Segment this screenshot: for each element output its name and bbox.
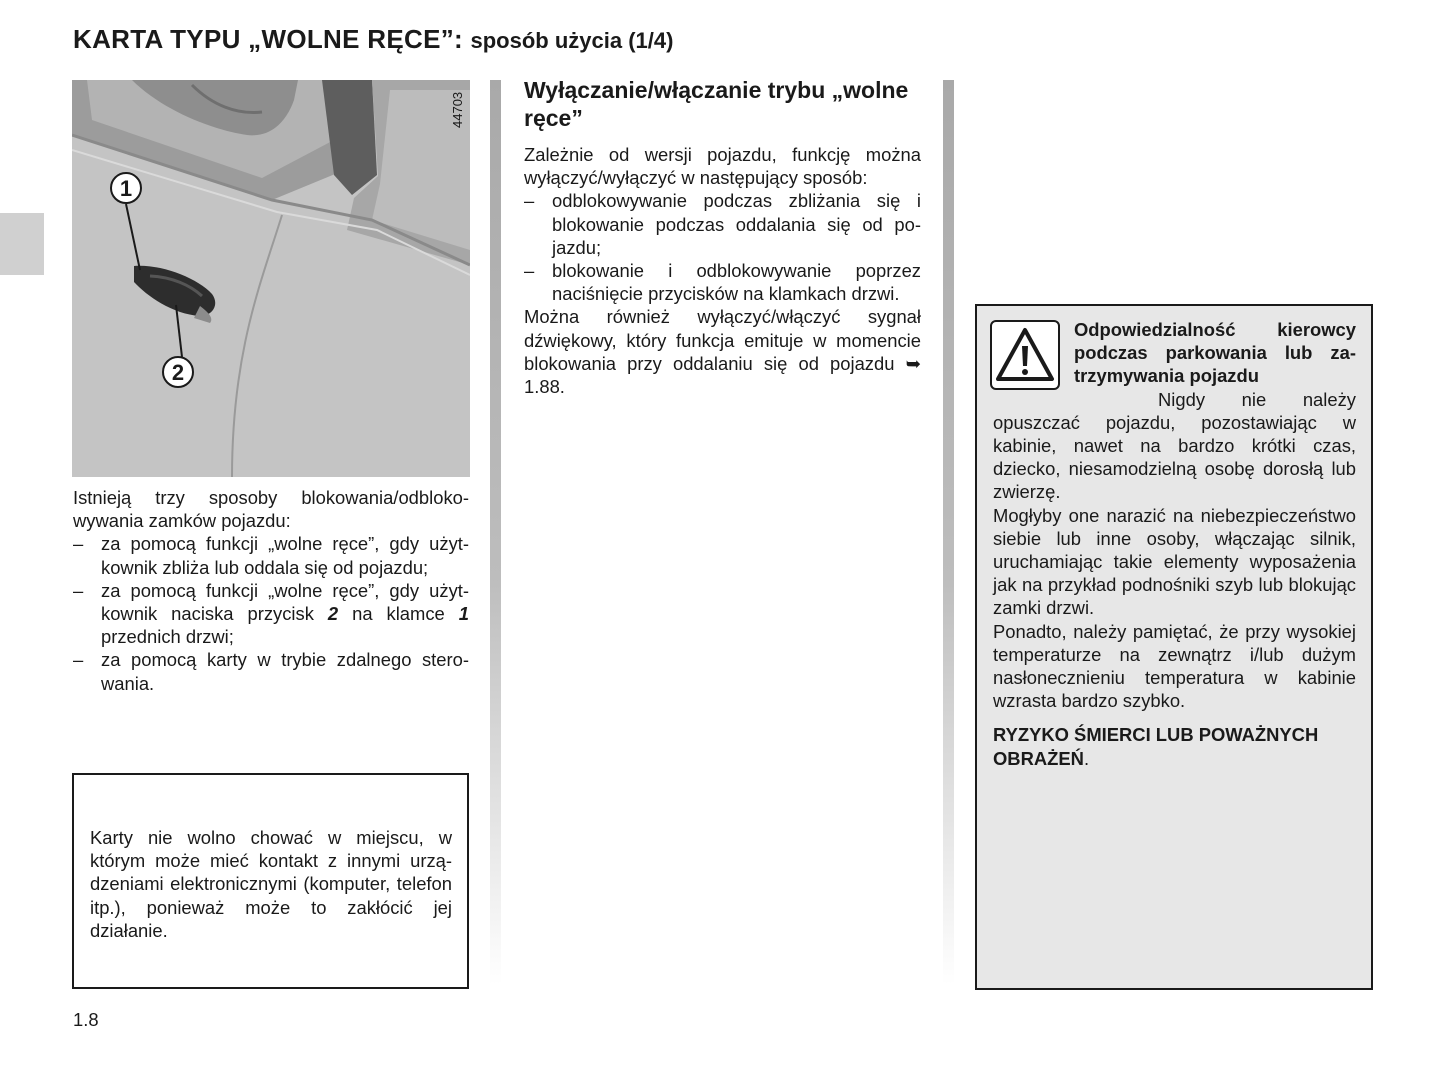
warning-title: Odpowiedzialność kierowcy podczas parkowania lub zatrzymywania pojazdu — [1074, 319, 1356, 387]
hands-free-options-list — [524, 189, 921, 305]
left-intro: Istnieją trzy sposoby blokowania/odblokowywania zamków pojazdu: — [73, 487, 469, 532]
page-ref-arrow-icon: ➥ — [905, 352, 921, 374]
warning-box — [975, 304, 1373, 990]
warning-paragraph: Nigdy nie należy opuszczać pojazdu, pozostawiając w kabinie, nawet na bardzo krótki czas, dziecko, niesamodzielną osobę dorosłą lub zwierzę. — [993, 388, 1356, 503]
locking-methods-list — [73, 532, 469, 694]
title-subtitle: sposób użycia (1/4) — [470, 28, 674, 53]
section-tab-marker — [0, 213, 44, 275]
door-handle-drawing — [72, 80, 470, 477]
column-divider-1 — [490, 80, 501, 985]
middle-column — [524, 76, 921, 398]
figure-code: 44703 — [450, 91, 465, 128]
ref-button-number: 2 — [327, 603, 339, 625]
page-reference-link[interactable]: 1.88. — [524, 376, 565, 398]
callout-label-2: 2 — [171, 360, 185, 385]
list-item: – blokowanie i odblokowywanie poprzez naciśnięcie przycisków na klamkach drzwi. — [524, 259, 921, 305]
note-text: Karty nie wolno chować w miejscu, w którym może mieć kontakt z innymi urządzeniami elektronicznymi (komputer, telefon itp.), ponieważ może to zakłócić jej działanie. — [90, 827, 452, 941]
middle-intro: Zależnie od wersji pojazdu, funkcję można wyłączyć/wyłączyć w następujący sposób: — [524, 144, 921, 189]
door-handle-illustration — [72, 80, 470, 477]
middle-outro: Można również wyłączyć/włączyć sygnał dźwiękowy, który funkcja emituje w momencie blokowania przy oddalaniu się od pojazdu ➥ 1.88. — [524, 306, 921, 398]
column-divider-2 — [943, 80, 954, 985]
list-item: – za pomocą funkcji „wolne ręce”, gdy użytkownik naciska przycisk 2 na klamce 1 przednich drzwi; — [73, 579, 469, 649]
warning-paragraph: Ponadto, należy pamiętać, że przy wysokiej temperaturze na zewnątrz i/lub dużym nasłonecznieniu temperatura w kabinie wzrasta bardzo szybko. — [993, 620, 1356, 712]
title-main: KARTA TYPU „WOLNE RĘCE”: — [73, 24, 463, 54]
list-item: – odblokowywanie podczas zbliżania się i blokowanie podczas oddalania się od pojazdu; — [524, 189, 921, 259]
list-item: – za pomocą karty w trybie zdalnego sterowania. — [73, 648, 469, 694]
warning-risk-statement: RYZYKO ŚMIERCI LUB POWAŻNYCH OBRAŻEŃ. — [993, 724, 1319, 769]
note-box — [72, 773, 469, 989]
list-item: – za pomocą funkcji „wolne ręce”, gdy użytkownik zbliża lub oddala się od pojazdu; — [73, 532, 469, 578]
page-number: 1.8 — [73, 1009, 99, 1030]
warning-paragraph: Mogłyby one narazić na niebezpieczeństwo siebie lub inne osoby, włączając silnik, uruchamiając takie elementy wyposażenia jak na przykład podnośniki szyb lub blokując zamki drzwi. — [993, 504, 1356, 619]
section-heading: Wyłączanie/włączanie trybu „wolne ręce” — [524, 77, 909, 131]
warning-triangle-icon — [990, 320, 1060, 390]
page-title — [73, 24, 673, 55]
callout-label-1: 1 — [119, 176, 133, 201]
left-column-text — [73, 486, 469, 695]
middle-column-text — [524, 143, 921, 398]
ref-handle-number: 1 — [458, 603, 469, 625]
